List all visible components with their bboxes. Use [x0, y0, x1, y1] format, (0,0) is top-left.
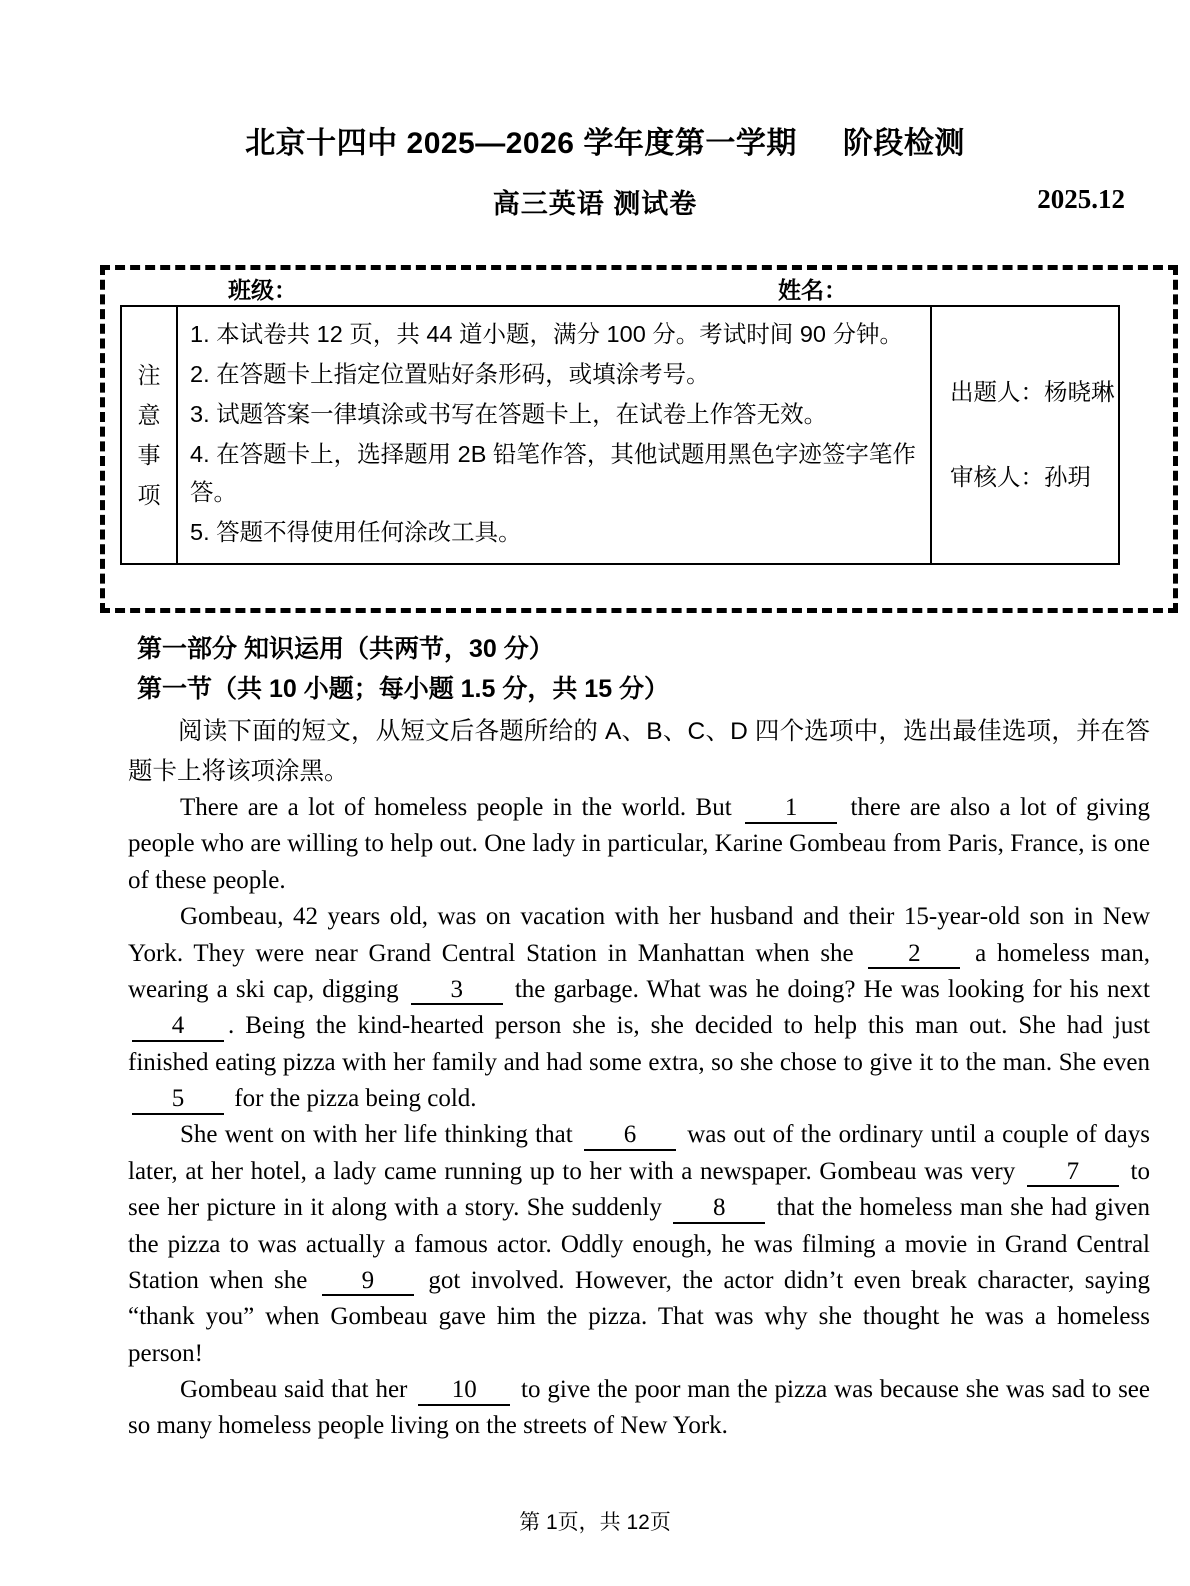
notice-label-char-3: 事 [137, 442, 161, 469]
passage-paragraph: Gombeau, 42 years old, was on vacation with her husband and their 15-year-old son in New York. They were near Grand Central Station in Manhattan when she 2 a homeless man, wearing a ski cap, digging 3 the garbage. What was he doing? He was looking for his next 4 . Being the kind-hearted person she is, she decided to help this man out. She had just finished eating pizza with her family and had some extra, so she chose to give it to the man. She even 5 for the pizza being cold. [128, 899, 1150, 1117]
cloze-blank-9[interactable]: 9 [322, 1267, 414, 1297]
author-line: 出题人：杨晓琳 [950, 378, 1115, 405]
notice-items-cell [177, 306, 931, 564]
class-label: 班级： [228, 277, 297, 303]
exam-date: 2025.12 [1037, 184, 1125, 214]
student-identity-line [118, 272, 1158, 308]
reviewer-line: 审核人：孙玥 [950, 464, 1091, 491]
cloze-blank-5[interactable]: 5 [132, 1085, 224, 1115]
page-header [0, 118, 1190, 222]
cloze-blank-10[interactable]: 10 [418, 1376, 510, 1406]
passage-paragraph: There are a lot of homeless people in the world. But 1 there are also a lot of giving people who are willing to help out. One lady in particular, Karine Gombeau from Paris, France, is one of these people. [128, 794, 1151, 894]
name-field[interactable] [778, 272, 1047, 307]
subject-title: 高三英语 测试卷 [492, 189, 698, 219]
notice-item-3: 3. 试题答案一律填涂或书写在答题卡上，在试卷上作答无效。 [190, 401, 828, 428]
name-label: 姓名： [778, 277, 847, 303]
notice-label-char-1: 注 [137, 361, 161, 388]
part-one-heading: 第一部分 知识运用（共两节，30 分） [137, 635, 554, 663]
cloze-blank-6[interactable]: 6 [584, 1121, 676, 1151]
cloze-blank-4[interactable]: 4 [132, 1012, 224, 1042]
part-headings [137, 630, 1147, 709]
notice-item-5: 5. 答题不得使用任何涂改工具。 [190, 519, 522, 546]
notice-table [120, 305, 1120, 565]
exam-type-text: 阶段检测 [842, 127, 965, 160]
notice-item-1: 1. 本试卷共 12 页，共 44 道小题，满分 100 分。考试时间 90 分钟。 [190, 321, 903, 347]
notice-label-char-4: 项 [137, 482, 161, 509]
section-instruction: 阅读下面的短文，从短文后各题所给的 A、B、C、D 四个选项中，选出最佳选项，并在答题卡上将该项涂黑。 [128, 718, 1150, 785]
cloze-blank-8[interactable]: 8 [673, 1194, 765, 1224]
school-term-text: 北京十四中 2025—2026 学年度第一学期 [245, 127, 797, 160]
passage-paragraph: Gombeau said that her 10 to give the poor man the pizza was because she was sad to see so many homeless people living on the streets of New York. [128, 1376, 1150, 1440]
page-footer: 第 1页，共 12页 [519, 1511, 671, 1534]
class-write-rule[interactable] [297, 277, 559, 307]
notice-item-4: 4. 在答题卡上，选择题用 2B 铅笔作答，其他试题用黑色字迹签字笔作答。 [190, 441, 916, 506]
notice-side-label [121, 306, 177, 564]
cloze-blank-1[interactable]: 1 [745, 794, 837, 824]
class-field[interactable] [228, 272, 559, 307]
cloze-blank-7[interactable]: 7 [1027, 1158, 1119, 1188]
name-write-rule[interactable] [847, 277, 1047, 307]
notice-people-cell [931, 306, 1119, 564]
notice-label-char-2: 意 [137, 401, 161, 428]
cloze-blank-2[interactable]: 2 [868, 940, 960, 970]
notice-item-2: 2. 在答题卡上指定位置贴好条形码，或填涂考号。 [190, 361, 710, 388]
passage-paragraph: She went on with her life thinking that 6 was out of the ordinary until a couple of days later, at her hotel, a lady came running up to her with a newspaper. Gombeau was very 7 to see her picture in it along with a story. She suddenly 8 that the homeless man she had given the pizza to was actually a famous actor. Oddly enough, he was filming a movie in Grand Central Station when she 9 got involved. However, the actor didn’t even break character, saying “thank you” when Gombeau gave him the pizza. That was why she thought he was a homeless person! [128, 1121, 1151, 1367]
section-one-heading: 第一节（共 10 小题；每小题 1.5 分，共 15 分） [137, 674, 670, 703]
page-title [0, 118, 1190, 162]
table-row [121, 306, 1119, 564]
cloze-passage [128, 790, 1150, 1445]
cloze-blank-3[interactable]: 3 [411, 976, 503, 1006]
subtitle-row [0, 182, 1190, 222]
